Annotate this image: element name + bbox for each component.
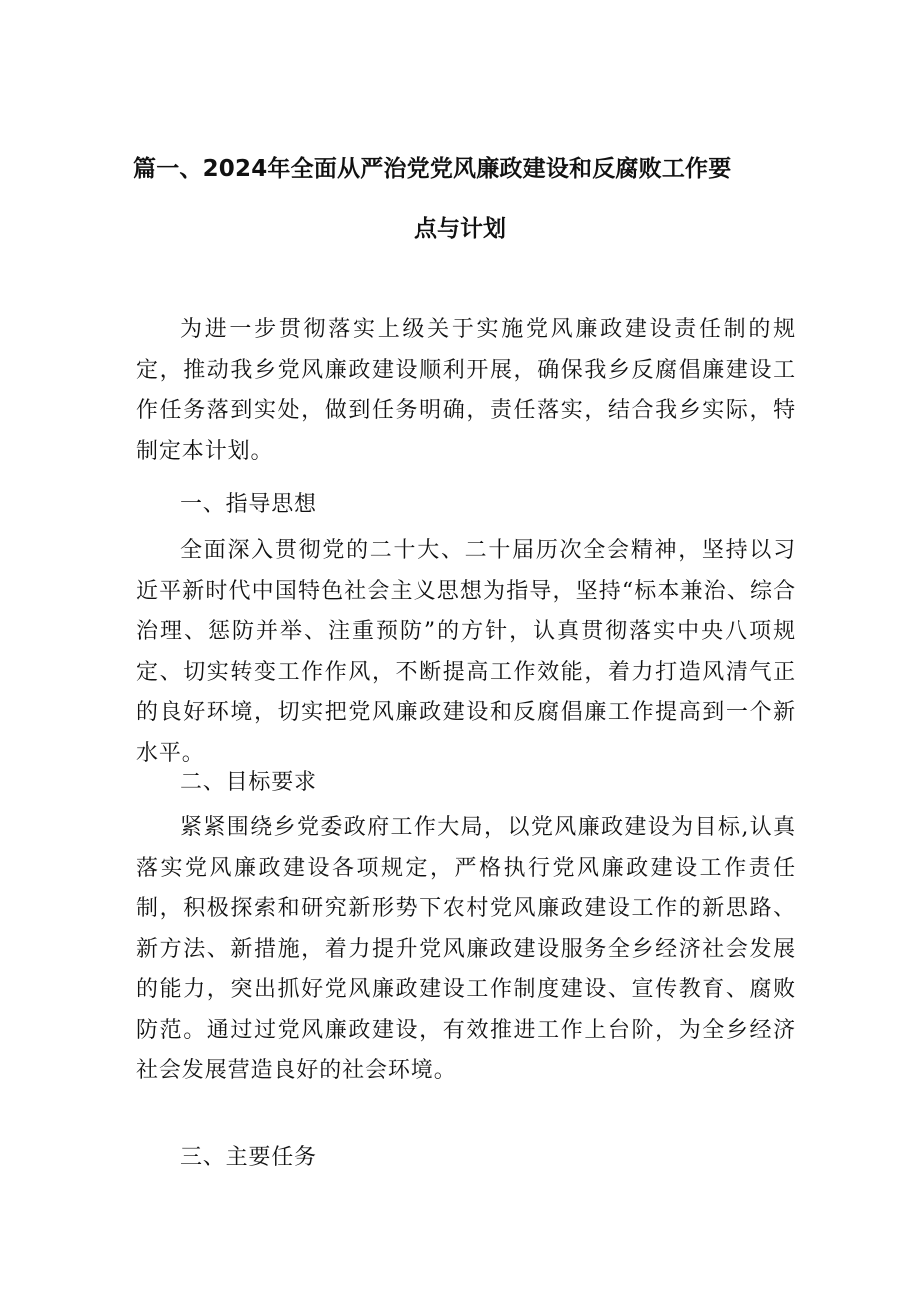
intro-paragraph: 为进一步贯彻落实上级关于实施党风廉政建设责任制的规定，推动我乡党风廉政建设顺利开展，确保我乡反腐倡廉建设工作任务落到实处，做到任务明确，责任落实，结合我乡实际，特制定本计划。: [136, 317, 796, 464]
document-title-line-1: 篇一、2024年全面从严治党党风廉政建设和反腐败工作要: [133, 156, 732, 182]
section-paragraph-guiding-ideology: 全面深入贯彻党的二十大、二十届历次全会精神，坚持以习近平新时代中国特色社会主义思想为指导，坚持“标本兼治、综合治理、惩防并举、注重预防”的方针，认真贯彻落实中央八项规定、切实转变工作作风，不断提高工作效能，着力打造风清气正的良好环境，切实把党风廉政建设和反腐倡廉工作提高到一个新水平。: [136, 538, 796, 766]
section-heading-guiding-ideology: 一、指导思想: [180, 492, 317, 517]
section-paragraph-goals: 紧紧围绕乡党委政府工作大局，以党风廉政建设为目标,认真落实党风廉政建设各项规定，严格执行党风廉政建设工作责任制，积极探索和研究新形势下农村党风廉政建设工作的新思路、新方法、新措施，着力提升党风廉政建设服务全乡经济社会发展的能力，突出抓好党风廉政建设工作制度建设、宣传教育、腐败防范。通过过党风廉政建设，有效推进工作上台阶，为全乡经济社会发展营造良好的社会环境。: [136, 815, 796, 1083]
section-heading-goals: 二、目标要求: [180, 770, 317, 795]
section-heading-main-tasks: 三、主要任务: [180, 1145, 317, 1170]
document-title-line-2: 点与计划: [414, 216, 506, 242]
